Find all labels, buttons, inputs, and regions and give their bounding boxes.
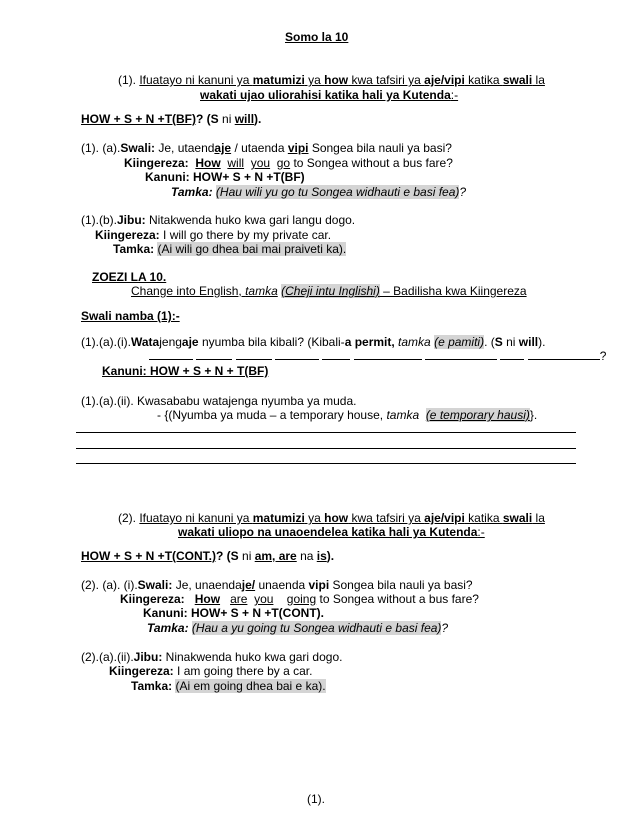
exercise-question-1: (1).(a).(i).Watajengaje nyumba bila kibali? (Kibali-a permit, tamka (e pamiti). (S ni will). bbox=[81, 335, 546, 349]
answer-line[interactable] bbox=[76, 432, 576, 433]
section2-intro: (2). Ifuatayo ni kanuni ya matumizi ya how kwa tafsiri ya aje/vipi katika swali la bbox=[118, 511, 545, 525]
section1-intro-line2: wakati ujao uliorahisi katika hali ya Kutenda:- bbox=[200, 88, 459, 102]
section1-answer: (1).(b).Jibu: Nitakwenda huko kwa gari langu dogo. bbox=[81, 213, 356, 227]
section1-answer-tamka: Tamka: (Ai wili go dhea bai mai praiveti ka). bbox=[113, 242, 347, 256]
exercise-question-2: (1).(a).(ii). Kwasababu watajenga nyumba ya muda. bbox=[81, 394, 357, 408]
section1-kanuni: Kanuni: HOW+ S + N +T(BF) bbox=[145, 170, 305, 184]
section1-english: Kiingereza: How will you go to Songea without a bus fare? bbox=[124, 156, 453, 170]
page-title: Somo la 10 bbox=[285, 30, 349, 44]
section1-answer-english: Kiingereza: I will go there by my private car. bbox=[95, 228, 332, 242]
section1-tamka: Tamka: (Hau wili yu go tu Songea widhauti e basi fea)? bbox=[171, 185, 467, 199]
zoezi-title: ZOEZI LA 10. bbox=[92, 270, 167, 284]
section2-answer: (2).(a).(ii).Jibu: Ninakwenda huko kwa gari dogo. bbox=[81, 650, 343, 664]
exercise-kanuni: Kanuni: HOW + S + N + T(BF) bbox=[102, 364, 269, 378]
section2-answer-english: Kiingereza: I am going there by a car. bbox=[109, 664, 313, 678]
section2-tamka: Tamka: (Hau a yu going tu Songea widhauti e basi fea)? bbox=[147, 621, 449, 635]
section2-answer-tamka: Tamka: (Ai em going dhea bai e ka). bbox=[131, 679, 326, 693]
section2-question: (2). (a). (i).Swali: Je, unaendaje/ unaenda vipi Songea bila nauli ya basi? bbox=[81, 578, 473, 592]
section2-formula: HOW + S + N +T(CONT.)? (S ni am, are na is). bbox=[81, 549, 335, 563]
section1-formula: HOW + S + N +T(BF)? (S ni will). bbox=[81, 112, 262, 126]
section2-intro-line2: wakati uliopo na unaoendelea katika hali ya Kutenda:- bbox=[178, 525, 485, 539]
answer-line[interactable] bbox=[76, 448, 576, 449]
section1-intro: (1). Ifuatayo ni kanuni ya matumizi ya how kwa tafsiri ya aje/vipi katika swali la bbox=[118, 73, 545, 87]
section1-question: (1). (a).Swali: Je, utaendaje / utaenda vipi Songea bila nauli ya basi? bbox=[81, 141, 452, 155]
zoezi-instruction: Change into English, tamka (Cheji intu Inglishi) – Badilisha kwa Kiingereza bbox=[131, 284, 527, 298]
section2-kanuni: Kanuni: HOW+ S + N +T(CONT). bbox=[143, 606, 325, 620]
exercise-question-2-note: - {(Nyumba ya muda – a temporary house, tamka (e temporary hausi)}. bbox=[157, 408, 538, 422]
swali-namba: Swali namba (1):- bbox=[81, 309, 180, 323]
answer-line[interactable] bbox=[76, 463, 576, 464]
answer-blanks[interactable]: ? bbox=[149, 348, 606, 363]
section2-english: Kiingereza: How are you going to Songea without a bus fare? bbox=[120, 592, 479, 606]
page-number: (1). bbox=[307, 792, 325, 806]
